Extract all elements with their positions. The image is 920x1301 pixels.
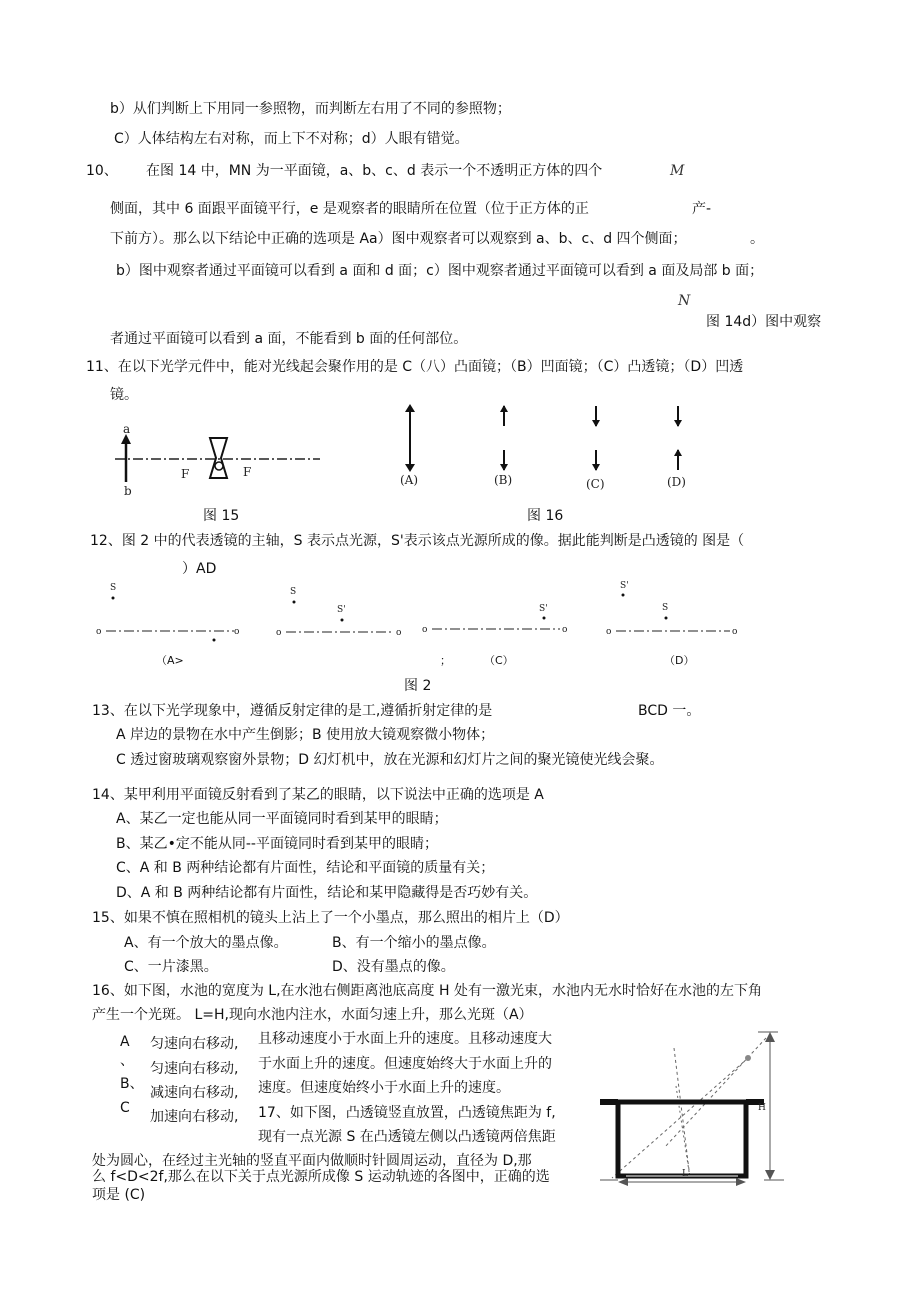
fig15-focus-left: F xyxy=(181,467,190,481)
fig2a-o1: o xyxy=(96,627,102,637)
question-12-line-2: ）AD xyxy=(182,561,217,577)
question-17-line-5: 项是 (C) xyxy=(92,1187,146,1203)
figure-15-caption: 图 15 xyxy=(203,508,240,524)
fig14-label-n: N xyxy=(678,293,691,309)
question-16-option-1-tail: 且移动速度小于水面上升的速度。且移动速度大 xyxy=(258,1031,552,1047)
question-16-option-3-tail: 速度。但速度始终小于水面上升的速度。 xyxy=(258,1080,510,1096)
question-16-line-1: 16、如下图，水池的宽度为 L,在水池右侧距离池底高度 H 处有一激光束，水池内无水时恰好在水池的左下角 xyxy=(92,983,762,999)
question-10-line-1: 在图 14 中，MN 为一平面镜，a、b、c、d 表示一个不透明正方体的四个 xyxy=(146,163,603,179)
fig15-label-a: a xyxy=(123,422,131,436)
question-16-letter-c: C xyxy=(120,1100,130,1116)
question-14-option-b: B、某乙•定不能从同--平面镜同时看到某甲的眼睛； xyxy=(116,836,438,852)
question-15-option-d: D、没有墨点的像。 xyxy=(332,959,455,975)
question-16-option-1: 匀速向右移动, xyxy=(150,1036,239,1052)
fig16-label-c: (C) xyxy=(586,477,605,491)
fig15-label-b: b xyxy=(124,484,132,498)
question-13-line-1: 13、在以下光学现象中，遵循反射定律的是工,遵循折射定律的是 xyxy=(92,703,493,719)
question-14-option-d: D、A 和 B 两种结论都有片面性，结论和某甲隐藏得是否巧妙有关。 xyxy=(116,885,538,901)
question-13-line-2: A 岸边的景物在水中产生倒影；B 使用放大镜观察微小物体； xyxy=(116,727,495,743)
question-16-option-2: 匀速向右移动, xyxy=(150,1061,239,1077)
figure-15 xyxy=(115,420,315,500)
concave-lens xyxy=(210,438,227,478)
fig2b-o2: o xyxy=(396,628,402,638)
question-15-line-1: 15、如果不慎在照相机的镜头上沾上了一个小墨点，那么照出的相片上（D） xyxy=(92,910,569,926)
question-17-line-4: 么 f<D<2f,那么在以下关于点光源所成像 S 运动轨迹的各图中，正确的选 xyxy=(92,1169,550,1185)
question-17-line-3: 处为圆心，在经过主光轴的竖直平面内做顺时针圆周运动，直径为 D,那 xyxy=(92,1153,532,1169)
laser-source xyxy=(745,1055,751,1061)
question-15-option-a: A、有一个放大的墨点像。 xyxy=(124,935,288,951)
fig2-label-d: （D） xyxy=(664,654,695,667)
question-11-line-2: 镜。 xyxy=(110,387,138,403)
figure-16-caption: 图 16 xyxy=(527,508,564,524)
fig16-label-a: (A) xyxy=(400,473,419,487)
fig2a-o2: o xyxy=(234,627,240,637)
fig14-fragment: 产- xyxy=(692,201,712,217)
figure-water-pool xyxy=(598,1028,808,1188)
question-16-letter-a: A xyxy=(120,1034,130,1050)
question-10-number: 10、 xyxy=(86,163,118,179)
fig15-focus-right: F xyxy=(243,465,252,479)
question-16-option-4: 加速向右移动, xyxy=(150,1109,239,1125)
fig2b-image: S' xyxy=(337,605,346,615)
question-13-answer: BCD 一。 xyxy=(638,703,701,719)
question-14-option-a: A、某乙一定也能从同一平面镜同时看到某甲的眼睛； xyxy=(116,811,448,827)
question-12-line-1: 12、图 2 中的代表透镜的主轴，S 表示点光源，S'表示该点光源所成的像。据此能判断是凸透镜的 图是（ xyxy=(90,533,745,549)
figure-2 xyxy=(94,580,754,640)
question-14-option-c: C、A 和 B 两种结论都有片面性，结论和平面镜的质量有关； xyxy=(116,860,495,876)
pool-label-h: H xyxy=(758,1103,766,1113)
question-10-line-4: b）图中观察者通过平面镜可以看到 a 面和 d 面；c）图中观察者通过平面镜可以看到 a 面及局部 b 面； xyxy=(116,263,764,279)
fig2c-o1: o xyxy=(422,625,428,635)
pool-outline xyxy=(618,1102,746,1176)
fig14-label-m: M xyxy=(670,163,685,179)
question-10-line-2: 侧面，其中 6 面跟平面镜平行，e 是观察者的眼睛所在位置（位于正方体的正 xyxy=(110,201,589,217)
question-15-option-b: B、有一个缩小的墨点像。 xyxy=(332,935,496,951)
question-17-line-1: 17、如下图，凸透镜竖直放置，凸透镜焦距为 f, xyxy=(258,1105,556,1121)
question-15-option-c: C、一片漆黑。 xyxy=(124,959,218,975)
fig2b-o1: o xyxy=(276,628,282,638)
fig2d-image: S' xyxy=(620,581,629,591)
fig16-label-b: (B) xyxy=(494,473,513,487)
question-11-line-1: 11、在以下光学元件中，能对光线起会聚作用的是 C（八）凸面镜；（B）凹面镜；（C）凸透镜；（D）凹透 xyxy=(86,359,744,375)
fig2b-source: S xyxy=(290,587,297,597)
fig2d-o1: o xyxy=(606,627,612,637)
question-17-line-2: 现有一点光源 S 在凸透镜左侧以凸透镜两倍焦距 xyxy=(258,1129,556,1145)
fig14-dot: 。 xyxy=(750,231,764,247)
fig2d-o2: o xyxy=(732,627,738,637)
pool-label-l: L xyxy=(682,1169,688,1179)
fig2a-source: S xyxy=(110,583,117,593)
question-13-line-3: C 透过窗玻璃观察窗外景物；D 幻灯机中，放在光源和幻灯片之间的聚光镜使光线会聚。 xyxy=(116,752,664,768)
fig2-label-sep: ； xyxy=(440,654,451,667)
question-16-line-2: 产生一个光斑。 L=H,现向水池内注水，水面匀速上升，那么光斑（A） xyxy=(92,1007,533,1023)
laser-beam xyxy=(612,1058,748,1178)
fig2-label-a: （A> xyxy=(156,654,184,667)
fig2c-image: S' xyxy=(539,604,548,614)
fig16-label-d: (D) xyxy=(667,475,686,489)
option-b-line: b）从们判断上下用同一参照物，而判断左右用了不同的参照物； xyxy=(110,101,511,117)
fig2-label-c: （C） xyxy=(484,654,514,667)
question-10-line-5: 者通过平面镜可以看到 a 面，不能看到 b 面的任何部位。 xyxy=(110,331,468,347)
question-14-line-1: 14、某甲利用平面镜反射看到了某乙的眼睛，以下说法中正确的选项是 A xyxy=(92,787,544,803)
question-16-letter-sep: 、 xyxy=(120,1053,134,1069)
option-c-line: C）人体结构左右对称，而上下不对称；d）人眼有错觉。 xyxy=(114,131,469,147)
question-10-line-3: 下前方）。那么以下结论中正确的选项是 Aa）图中观察者可以观察到 a、b、c、d 四个侧面； xyxy=(110,231,687,247)
figure-2-caption: 图 2 xyxy=(404,678,432,694)
fig2c-o2: o xyxy=(562,625,568,635)
figure-16 xyxy=(400,402,700,492)
question-16-option-2-tail: 于水面上升的速度。但速度始终大于水面上升的 xyxy=(258,1056,552,1072)
fig14-caption: 图 14d）图中观察 xyxy=(706,314,822,330)
fig2d-source: S xyxy=(662,603,669,613)
question-16-option-3: 减速向右移动, xyxy=(150,1085,239,1101)
question-16-letter-b: B、 xyxy=(120,1076,144,1092)
